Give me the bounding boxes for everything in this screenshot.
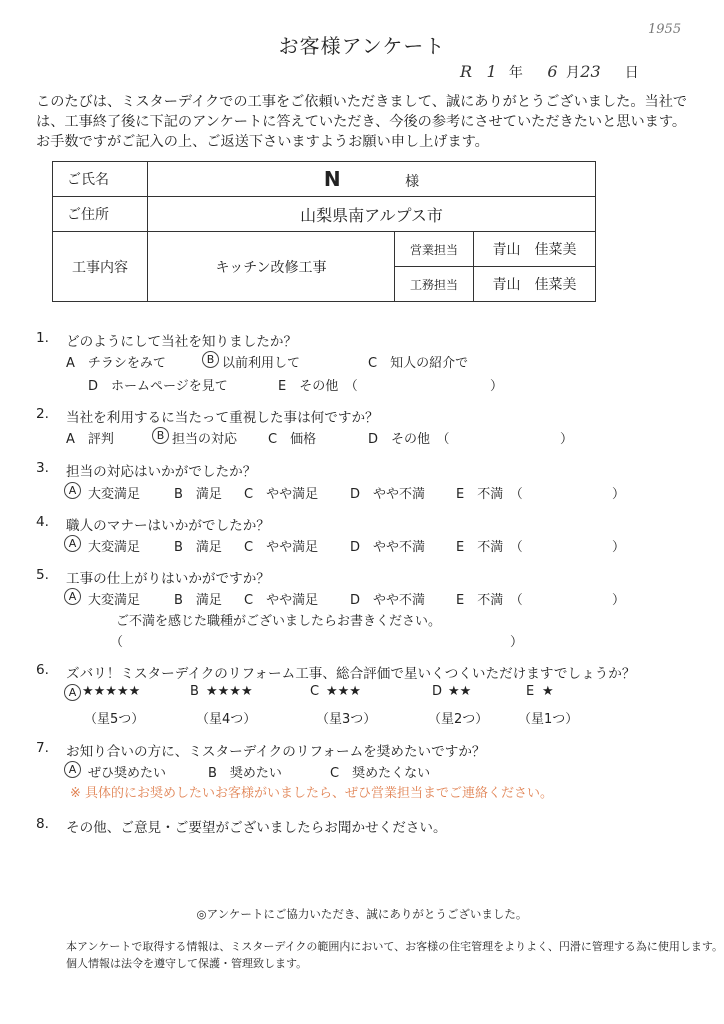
name-value: N xyxy=(323,167,341,191)
footer-privacy-1: 本アンケートで取得する情報は、ミスターデイクの範囲内において、お客様の住宅管理をよりよく、円滑に管理する為に使用します。 xyxy=(66,940,724,953)
q3-option-b: B 満足 xyxy=(174,487,222,502)
q1-text: どのようにして当社を知りましたか？ xyxy=(66,334,298,350)
q6-option-d-label: （星2つ） xyxy=(428,712,489,727)
q6-option-e-letter: E xyxy=(526,684,535,699)
q4-option-c: C やや満足 xyxy=(244,540,319,555)
q2-option-b: 担当の対応 xyxy=(172,432,238,447)
q8-number: 8. xyxy=(36,816,49,832)
q1-number: 1. xyxy=(36,330,49,346)
q4-option-e: E 不満 （ xyxy=(456,540,523,555)
name-suffix: 様 xyxy=(405,174,420,190)
date-month: 6 xyxy=(547,62,558,81)
q2-number: 2. xyxy=(36,406,49,422)
intro-text: このたびは、ミスターデイクでの工事をご依頼いただきまして、誠にありがとうございました。当社では、工事終了後に下記のアンケートに答えていただき、今後の参考にさせていただきたいと思います。お手数ですがご記入の上、ご返送下さいますようお願い申し上げます。 xyxy=(36,94,688,150)
q5-number: 5. xyxy=(36,567,49,583)
customer-info-table xyxy=(52,161,596,302)
q4-option-b: B 満足 xyxy=(174,540,222,555)
address-label: ご住所 xyxy=(53,197,148,232)
q1-option-c: C 知人の紹介で xyxy=(368,356,469,371)
doc-number: 1955 xyxy=(648,22,682,37)
q7-number: 7. xyxy=(36,740,49,756)
date-year: 1 xyxy=(486,62,497,81)
q6-option-b-stars: ★★★★ xyxy=(206,684,253,699)
q7-option-a-circle xyxy=(64,761,81,778)
date-month-label: 月 xyxy=(565,65,580,81)
q6-option-e-stars: ★ xyxy=(542,684,554,699)
date-era: R xyxy=(460,62,473,81)
address-value: 山梨県南アルプス市 xyxy=(148,197,596,232)
q5-option-e-close: ） xyxy=(612,593,626,608)
q3-option-e-close: ） xyxy=(612,487,626,502)
name-cell xyxy=(148,162,596,197)
sales-value: 青山 佳菜美 xyxy=(474,232,596,267)
q1-option-b-circle xyxy=(202,351,219,368)
q7-note: ※ 具体的にお奨めしたいお客様がいましたら、ぜひ営業担当までご連絡ください。 xyxy=(70,786,554,801)
q3-text: 担当の対応はいかがでしたか？ xyxy=(66,464,257,480)
q3-option-a: 大変満足 xyxy=(88,487,141,502)
q6-option-e-label: （星1つ） xyxy=(518,712,579,727)
q2-option-d: D その他 （ xyxy=(368,432,450,447)
q4-option-d: D やや不満 xyxy=(350,540,426,555)
q7-circle-mark: A xyxy=(64,761,81,778)
q7-text: お知り合いの方に、ミスターデイクのリフォームを奨めたいですか？ xyxy=(66,744,486,760)
q5-option-b: B 満足 xyxy=(174,593,222,608)
q2-text: 当社を利用するに当たって重視した事は何ですか？ xyxy=(66,410,379,426)
date-day: 23 xyxy=(580,62,601,81)
sales-label: 営業担当 xyxy=(395,232,474,267)
q2-option-a: A 評判 xyxy=(66,432,114,447)
date xyxy=(460,62,639,82)
q1-option-e-close: ） xyxy=(490,379,504,394)
q5-option-d: D やや不満 xyxy=(350,593,426,608)
q6-option-a-stars: ★★★★★ xyxy=(82,684,141,699)
q5-paren-close: ） xyxy=(510,635,524,650)
q2-circle-mark: B xyxy=(152,427,169,444)
q3-option-a-circle xyxy=(64,482,81,499)
q6-text: ズバリ！ミスターデイクのリフォーム工事、総合評価で星いくつくいただけますでしょうか？ xyxy=(66,666,636,682)
q4-circle-mark: A xyxy=(64,535,81,552)
q6-option-c-label: （星3つ） xyxy=(316,712,377,727)
q6-option-d-stars: ★★ xyxy=(448,684,472,699)
q1-option-a: A チラシをみて xyxy=(66,356,166,371)
q6-circle-mark: A xyxy=(64,684,81,701)
q6-option-c-letter: C xyxy=(310,684,320,699)
q4-option-a: 大変満足 xyxy=(88,540,141,555)
q5-option-a: 大変満足 xyxy=(88,593,141,608)
q5-text: 工事の仕上がりはいかがですか？ xyxy=(66,571,270,587)
q6-option-c-stars: ★★★ xyxy=(326,684,361,699)
q4-number: 4. xyxy=(36,514,49,530)
q5-sub-text: ご不満を感じた職種がございましたらお書きください。 xyxy=(116,614,442,629)
q3-circle-mark: A xyxy=(64,482,81,499)
q6-option-b-letter: B xyxy=(190,684,199,699)
name-label: ご氏名 xyxy=(53,162,148,197)
q4-text: 職人のマナーはいかがでしたか？ xyxy=(66,518,270,534)
q2-option-c: C 価格 xyxy=(268,432,317,447)
q3-option-d: D やや不満 xyxy=(350,487,426,502)
work-value: キッチン改修工事 xyxy=(148,232,395,302)
q6-option-d-letter: D xyxy=(432,684,443,699)
date-day-label: 日 xyxy=(624,65,639,81)
date-year-label: 年 xyxy=(508,65,523,81)
q2-option-d-close: ） xyxy=(560,432,574,447)
q1-option-b: 以前利用して xyxy=(222,356,301,371)
footer-thanks: ◎アンケートにご協力いただき、誠にありがとうございました。 xyxy=(196,907,528,921)
q6-option-b-label: （星4つ） xyxy=(196,712,257,727)
q7-option-a: ぜひ奨めたい xyxy=(88,766,167,781)
q3-option-c: C やや満足 xyxy=(244,487,319,502)
q5-option-e: E 不満 （ xyxy=(456,593,523,608)
page-title: お客様アンケート xyxy=(278,34,446,58)
q6-number: 6. xyxy=(36,662,49,678)
q4-option-a-circle xyxy=(64,535,81,552)
q3-number: 3. xyxy=(36,460,49,476)
q6-option-a-circle xyxy=(64,684,81,701)
q7-option-c: C 奨めたくない xyxy=(330,766,431,781)
q6-option-a-label: （星5つ） xyxy=(84,712,145,727)
q1-option-e: E その他 （ xyxy=(278,379,358,394)
footer-privacy-2: 個人情報は法令を遵守して保護・管理致します。 xyxy=(66,957,308,970)
work-label: 工事内容 xyxy=(53,232,148,302)
q5-option-c: C やや満足 xyxy=(244,593,319,608)
construction-label: 工務担当 xyxy=(395,267,474,302)
q7-option-b: B 奨めたい xyxy=(208,766,282,781)
q4-option-e-close: ） xyxy=(612,540,626,555)
q3-option-e: E 不満 （ xyxy=(456,487,523,502)
q5-option-a-circle xyxy=(64,588,81,605)
q1-option-d: D ホームページを見て xyxy=(88,379,228,394)
q8-text: その他、ご意見・ご要望がございましたらお聞かせください。 xyxy=(66,820,447,836)
q1-circle-mark: B xyxy=(202,351,219,368)
q5-circle-mark: A xyxy=(64,588,81,605)
construction-value: 青山 佳菜美 xyxy=(474,267,596,302)
q2-option-b-circle xyxy=(152,427,169,444)
q5-paren-open: （ xyxy=(110,635,124,650)
